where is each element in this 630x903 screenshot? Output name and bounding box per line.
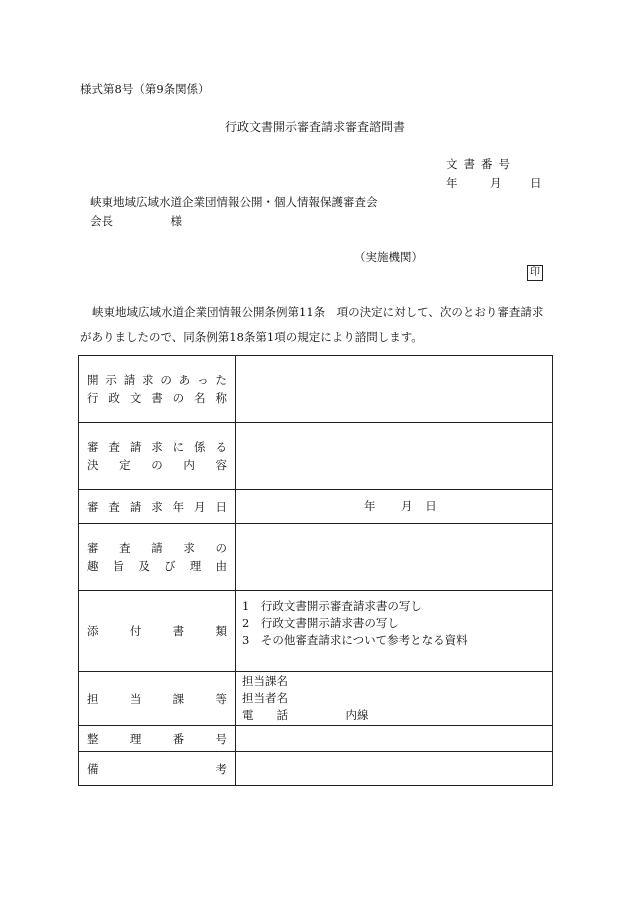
document-number-label: 文書番号 [446, 157, 516, 171]
date-day-label: 日 [530, 176, 542, 190]
recipient-organization: 峡東地域広域水道企業団情報公開・個人情報保護審査会 [90, 195, 378, 209]
label-char: 等 [215, 691, 227, 706]
label-char: 容 [215, 458, 227, 472]
label-char: 由 [215, 559, 227, 573]
request-year-label: 年 [364, 499, 376, 513]
body-paragraph-2: がありましたので、同条例第18条第1項の規定により諮問します。 [80, 330, 423, 344]
label-char: び [164, 559, 176, 573]
label-char: 趣 [87, 559, 99, 573]
label-char: 求 [142, 373, 154, 387]
label-char: 請 [129, 440, 142, 454]
label-char: 称 [215, 391, 227, 405]
label-document-name [79, 356, 236, 423]
table-row [79, 490, 553, 524]
label-char: 考 [215, 761, 227, 776]
label-char: 査 [119, 541, 131, 555]
label-char: 添 [87, 624, 99, 638]
value-request-date[interactable] [236, 490, 553, 524]
label-char: 月 [194, 499, 206, 514]
table-row [79, 423, 553, 490]
label-char: 旨 [112, 559, 125, 573]
label-char: 査 [108, 499, 120, 514]
label-char: 年 [172, 499, 185, 514]
label-char: の [172, 391, 185, 405]
label-purpose-reason [79, 524, 236, 591]
label-char: 当 [129, 691, 142, 706]
label-department-line [87, 690, 227, 708]
label-char: 求 [151, 440, 163, 454]
label-char: 理 [189, 559, 202, 573]
table-row [79, 752, 553, 786]
label-department [79, 672, 236, 726]
label-char: 整 [87, 731, 99, 746]
label-request-date [79, 490, 236, 524]
label-char: 文 [129, 391, 142, 405]
label-char: 求 [151, 499, 163, 514]
label-char: 課 [172, 691, 185, 706]
label-purpose-reason-line2 [87, 557, 227, 575]
label-char: 審 [87, 541, 99, 555]
table-row [79, 672, 553, 726]
value-decision-content[interactable] [236, 423, 553, 490]
inquiry-form-table [78, 355, 553, 786]
label-attachments [79, 591, 236, 672]
label-char: 定 [119, 458, 131, 472]
label-char: に [172, 440, 185, 454]
seal-mark: 印 [527, 265, 543, 281]
label-char: 請 [123, 373, 136, 387]
label-char: 審 [87, 440, 99, 454]
label-char: 類 [215, 624, 227, 638]
label-char: の [151, 458, 163, 472]
label-char: 書 [172, 624, 185, 638]
label-decision-content-line1 [87, 438, 227, 456]
label-reference-number-line [87, 730, 227, 748]
value-purpose-reason[interactable] [236, 524, 553, 591]
value-department[interactable] [236, 672, 553, 726]
label-char: る [215, 440, 227, 454]
request-day-label: 日 [425, 499, 437, 513]
label-purpose-reason-line1 [87, 539, 227, 557]
label-char: 備 [87, 761, 99, 776]
table-row [79, 591, 553, 672]
label-char: っ [197, 373, 209, 387]
page-title: 行政文書開示審査請求審査諮問書 [224, 120, 405, 134]
value-remarks[interactable] [236, 752, 553, 786]
label-char: 行 [87, 391, 99, 405]
label-char: 番 [172, 731, 185, 746]
label-decision-content-line2 [87, 456, 227, 474]
attachment-item-1: 1 行政文書開示審査請求書の写し [242, 599, 422, 613]
recipient-title: 会長 様 [90, 214, 182, 228]
label-char: 示 [105, 373, 117, 387]
request-month-label: 月 [401, 499, 413, 513]
label-reference-number [79, 726, 236, 752]
label-remarks [79, 752, 236, 786]
label-attachments-line [87, 622, 227, 640]
document-date [446, 175, 542, 191]
label-char: 請 [151, 541, 163, 555]
table-row [79, 726, 553, 752]
form-number: 様式第8号（第9条関係） [80, 82, 210, 96]
label-char: 名 [194, 391, 206, 405]
label-char: 請 [129, 499, 142, 514]
attachment-item-2: 2 行政文書開示請求書の写し [242, 616, 399, 630]
label-char: 政 [108, 391, 120, 405]
phone-extension-line: 電 話 内線 [242, 708, 369, 722]
label-char: の [215, 541, 227, 555]
label-char: 決 [87, 458, 99, 472]
label-char: 理 [129, 731, 142, 746]
label-char: 書 [151, 391, 163, 405]
label-remarks-line [87, 760, 227, 778]
request-date-fields [351, 499, 437, 513]
label-document-name-line1 [87, 371, 227, 389]
label-char: 付 [129, 624, 142, 638]
label-char: 係 [194, 440, 206, 454]
label-char: 担 [87, 691, 99, 706]
date-month-label: 月 [490, 176, 502, 190]
table-row [79, 356, 553, 423]
label-decision-content [79, 423, 236, 490]
label-document-name-line2 [87, 389, 227, 407]
label-request-date-line [87, 498, 227, 516]
department-name-line: 担当課名 [242, 674, 288, 688]
label-char: 査 [108, 440, 120, 454]
attachment-item-3: 3 その他審査請求について参考となる資料 [242, 633, 468, 647]
label-char: 内 [183, 458, 195, 472]
body-paragraph-1: 峡東地域広域水道企業団情報公開条例第11条 項の決定に対して、次のとおり審査請求 [92, 305, 544, 319]
value-document-name[interactable] [236, 356, 553, 423]
label-char: 審 [87, 499, 99, 514]
label-char: あ [178, 373, 191, 387]
label-char: の [160, 373, 172, 387]
label-char: 号 [215, 731, 227, 746]
agency-label: （実施機関） [354, 250, 423, 264]
date-year-label: 年 [446, 176, 458, 190]
label-char: 日 [215, 499, 227, 514]
label-char: 開 [87, 373, 99, 387]
label-char: 及 [138, 559, 150, 573]
table-row [79, 524, 553, 591]
label-char: た [215, 373, 227, 387]
label-char: 求 [183, 541, 195, 555]
value-reference-number[interactable] [236, 726, 553, 752]
value-attachments [236, 591, 553, 672]
person-in-charge-line: 担当者名 [242, 691, 288, 705]
